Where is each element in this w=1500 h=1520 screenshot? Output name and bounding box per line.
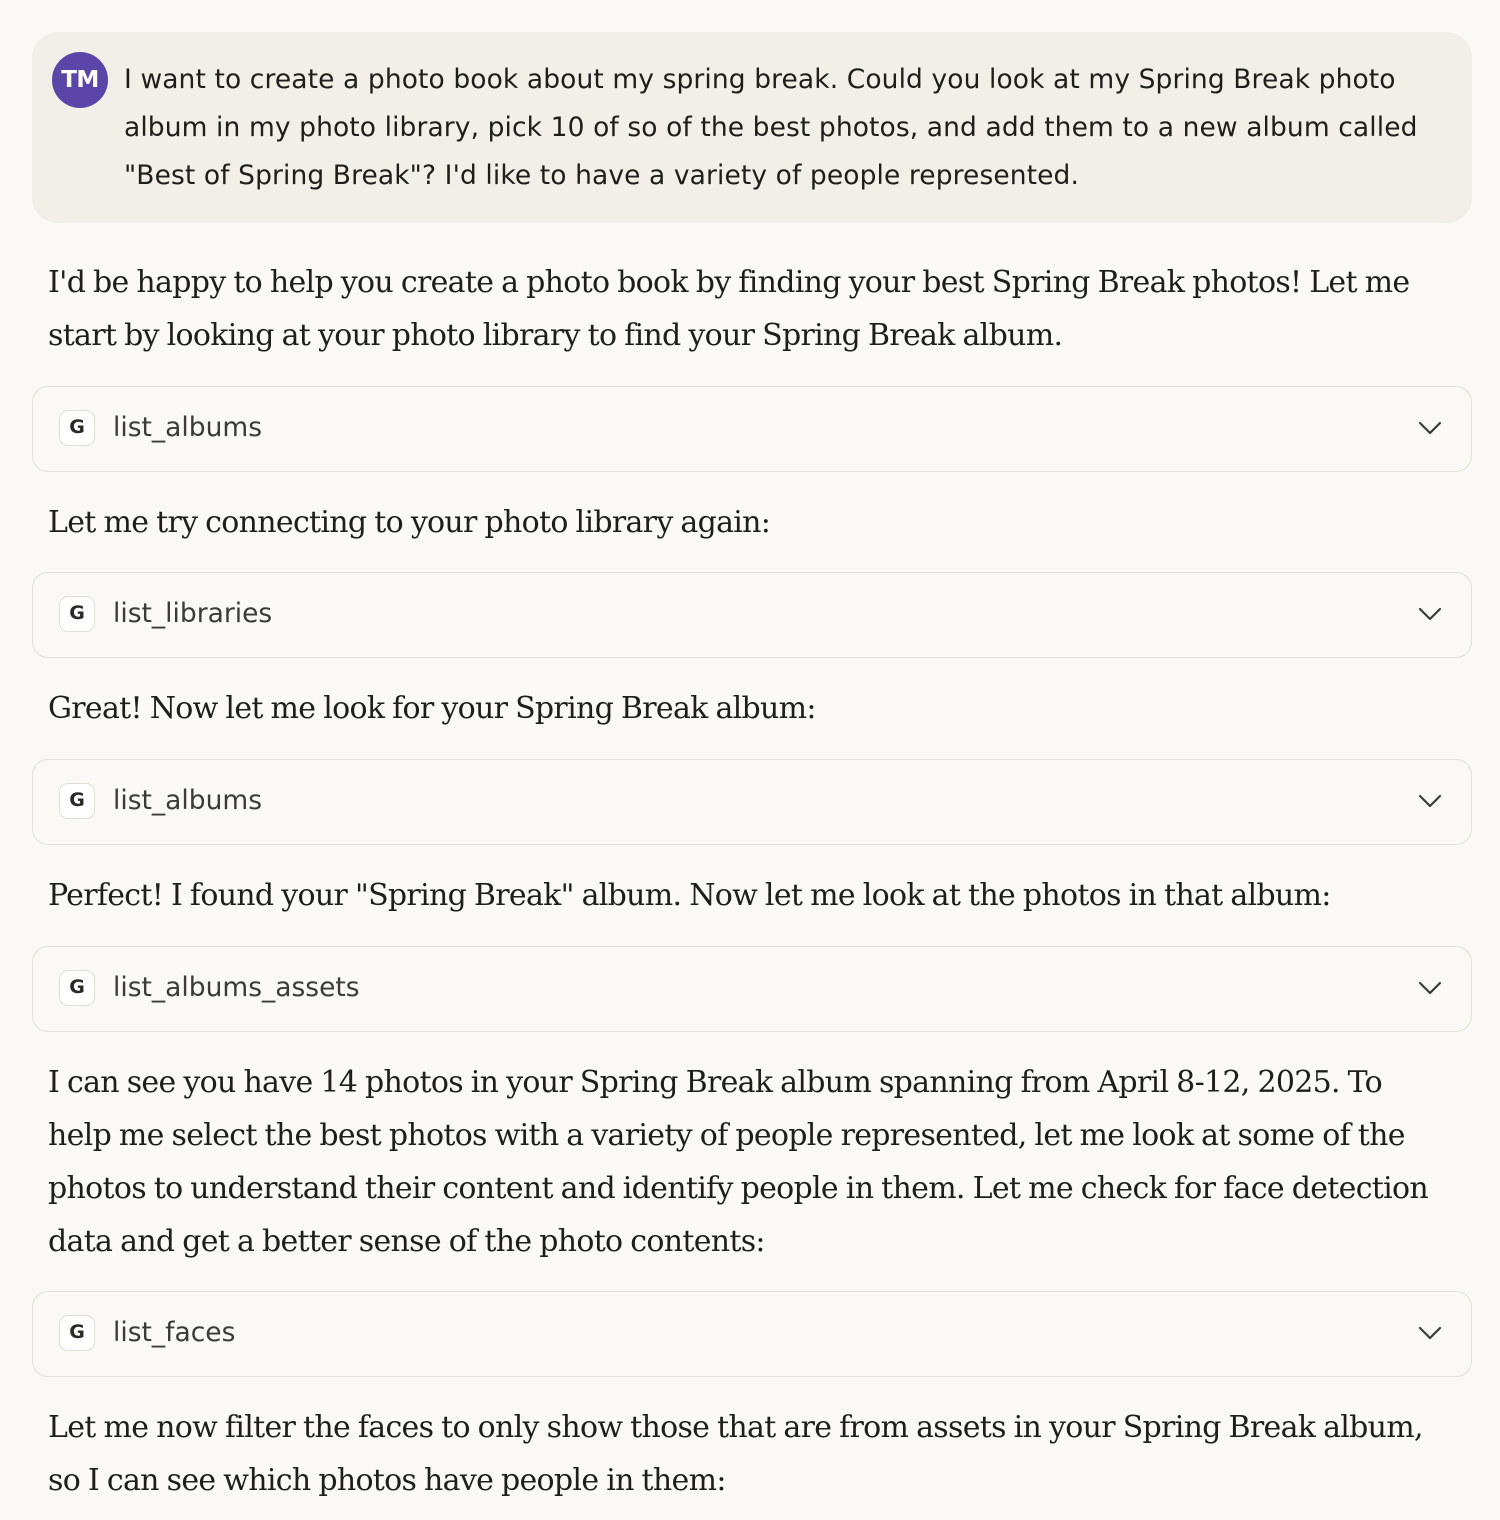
letter-g-icon: G	[59, 970, 95, 1006]
chevron-down-icon[interactable]	[1415, 973, 1445, 1003]
chevron-down-icon[interactable]	[1415, 599, 1445, 629]
user-message-text: I want to create a photo book about my spring break. Could you look at my Spring Break photo album in my photo library, pick 10 of so of the best photos, and add them to a new album called "Best of Spring Break"? I'd like to have a variety of people represented.	[124, 64, 1418, 191]
assistant-paragraph: Let me now filter the faces to only show those that are from assets in your Spring Break album, so I can see which photos have people in them:	[48, 1410, 1423, 1498]
chevron-down-icon[interactable]	[1415, 413, 1445, 443]
tool-name: list_albums_assets	[113, 972, 360, 1003]
letter-g-icon: G	[59, 410, 95, 446]
assistant-paragraph: I can see you have 14 photos in your Spring Break album spanning from April 8-12, 2025. To help me select the best photos with a variety of people represented, let me look at some of the photos to understand their content and identify people in them. Let me check for face detection data and get a better sense of the photo contents:	[48, 1065, 1429, 1259]
assistant-paragraph: Great! Now let me look for your Spring Break album:	[48, 691, 816, 726]
tool-call-list-albums[interactable]	[32, 386, 1472, 472]
assistant-paragraph: Perfect! I found your "Spring Break" album. Now let me look at the photos in that album:	[48, 878, 1331, 913]
tool-name: list_faces	[113, 1317, 236, 1348]
tool-call-list-libraries[interactable]	[32, 572, 1472, 658]
letter-g-icon: G	[59, 1315, 95, 1351]
chevron-down-icon[interactable]	[1415, 786, 1445, 816]
user-message	[32, 32, 1472, 223]
tool-call-list-faces[interactable]	[32, 1291, 1472, 1377]
tool-call-list-albums-assets[interactable]	[32, 946, 1472, 1032]
user-avatar[interactable]: TM	[52, 52, 108, 108]
assistant-paragraph: Let me try connecting to your photo library again:	[48, 505, 771, 540]
tool-call-list-albums[interactable]	[32, 759, 1472, 845]
tool-name: list_libraries	[113, 598, 273, 629]
tool-name: list_albums	[113, 412, 263, 443]
tool-name: list_albums	[113, 785, 263, 816]
chevron-down-icon[interactable]	[1415, 1318, 1445, 1348]
assistant-paragraph: I'd be happy to help you create a photo book by finding your best Spring Break photos! Let me start by looking at your photo library to find your Spring Break album.	[48, 265, 1410, 353]
letter-g-icon: G	[59, 596, 95, 632]
letter-g-icon: G	[59, 783, 95, 819]
